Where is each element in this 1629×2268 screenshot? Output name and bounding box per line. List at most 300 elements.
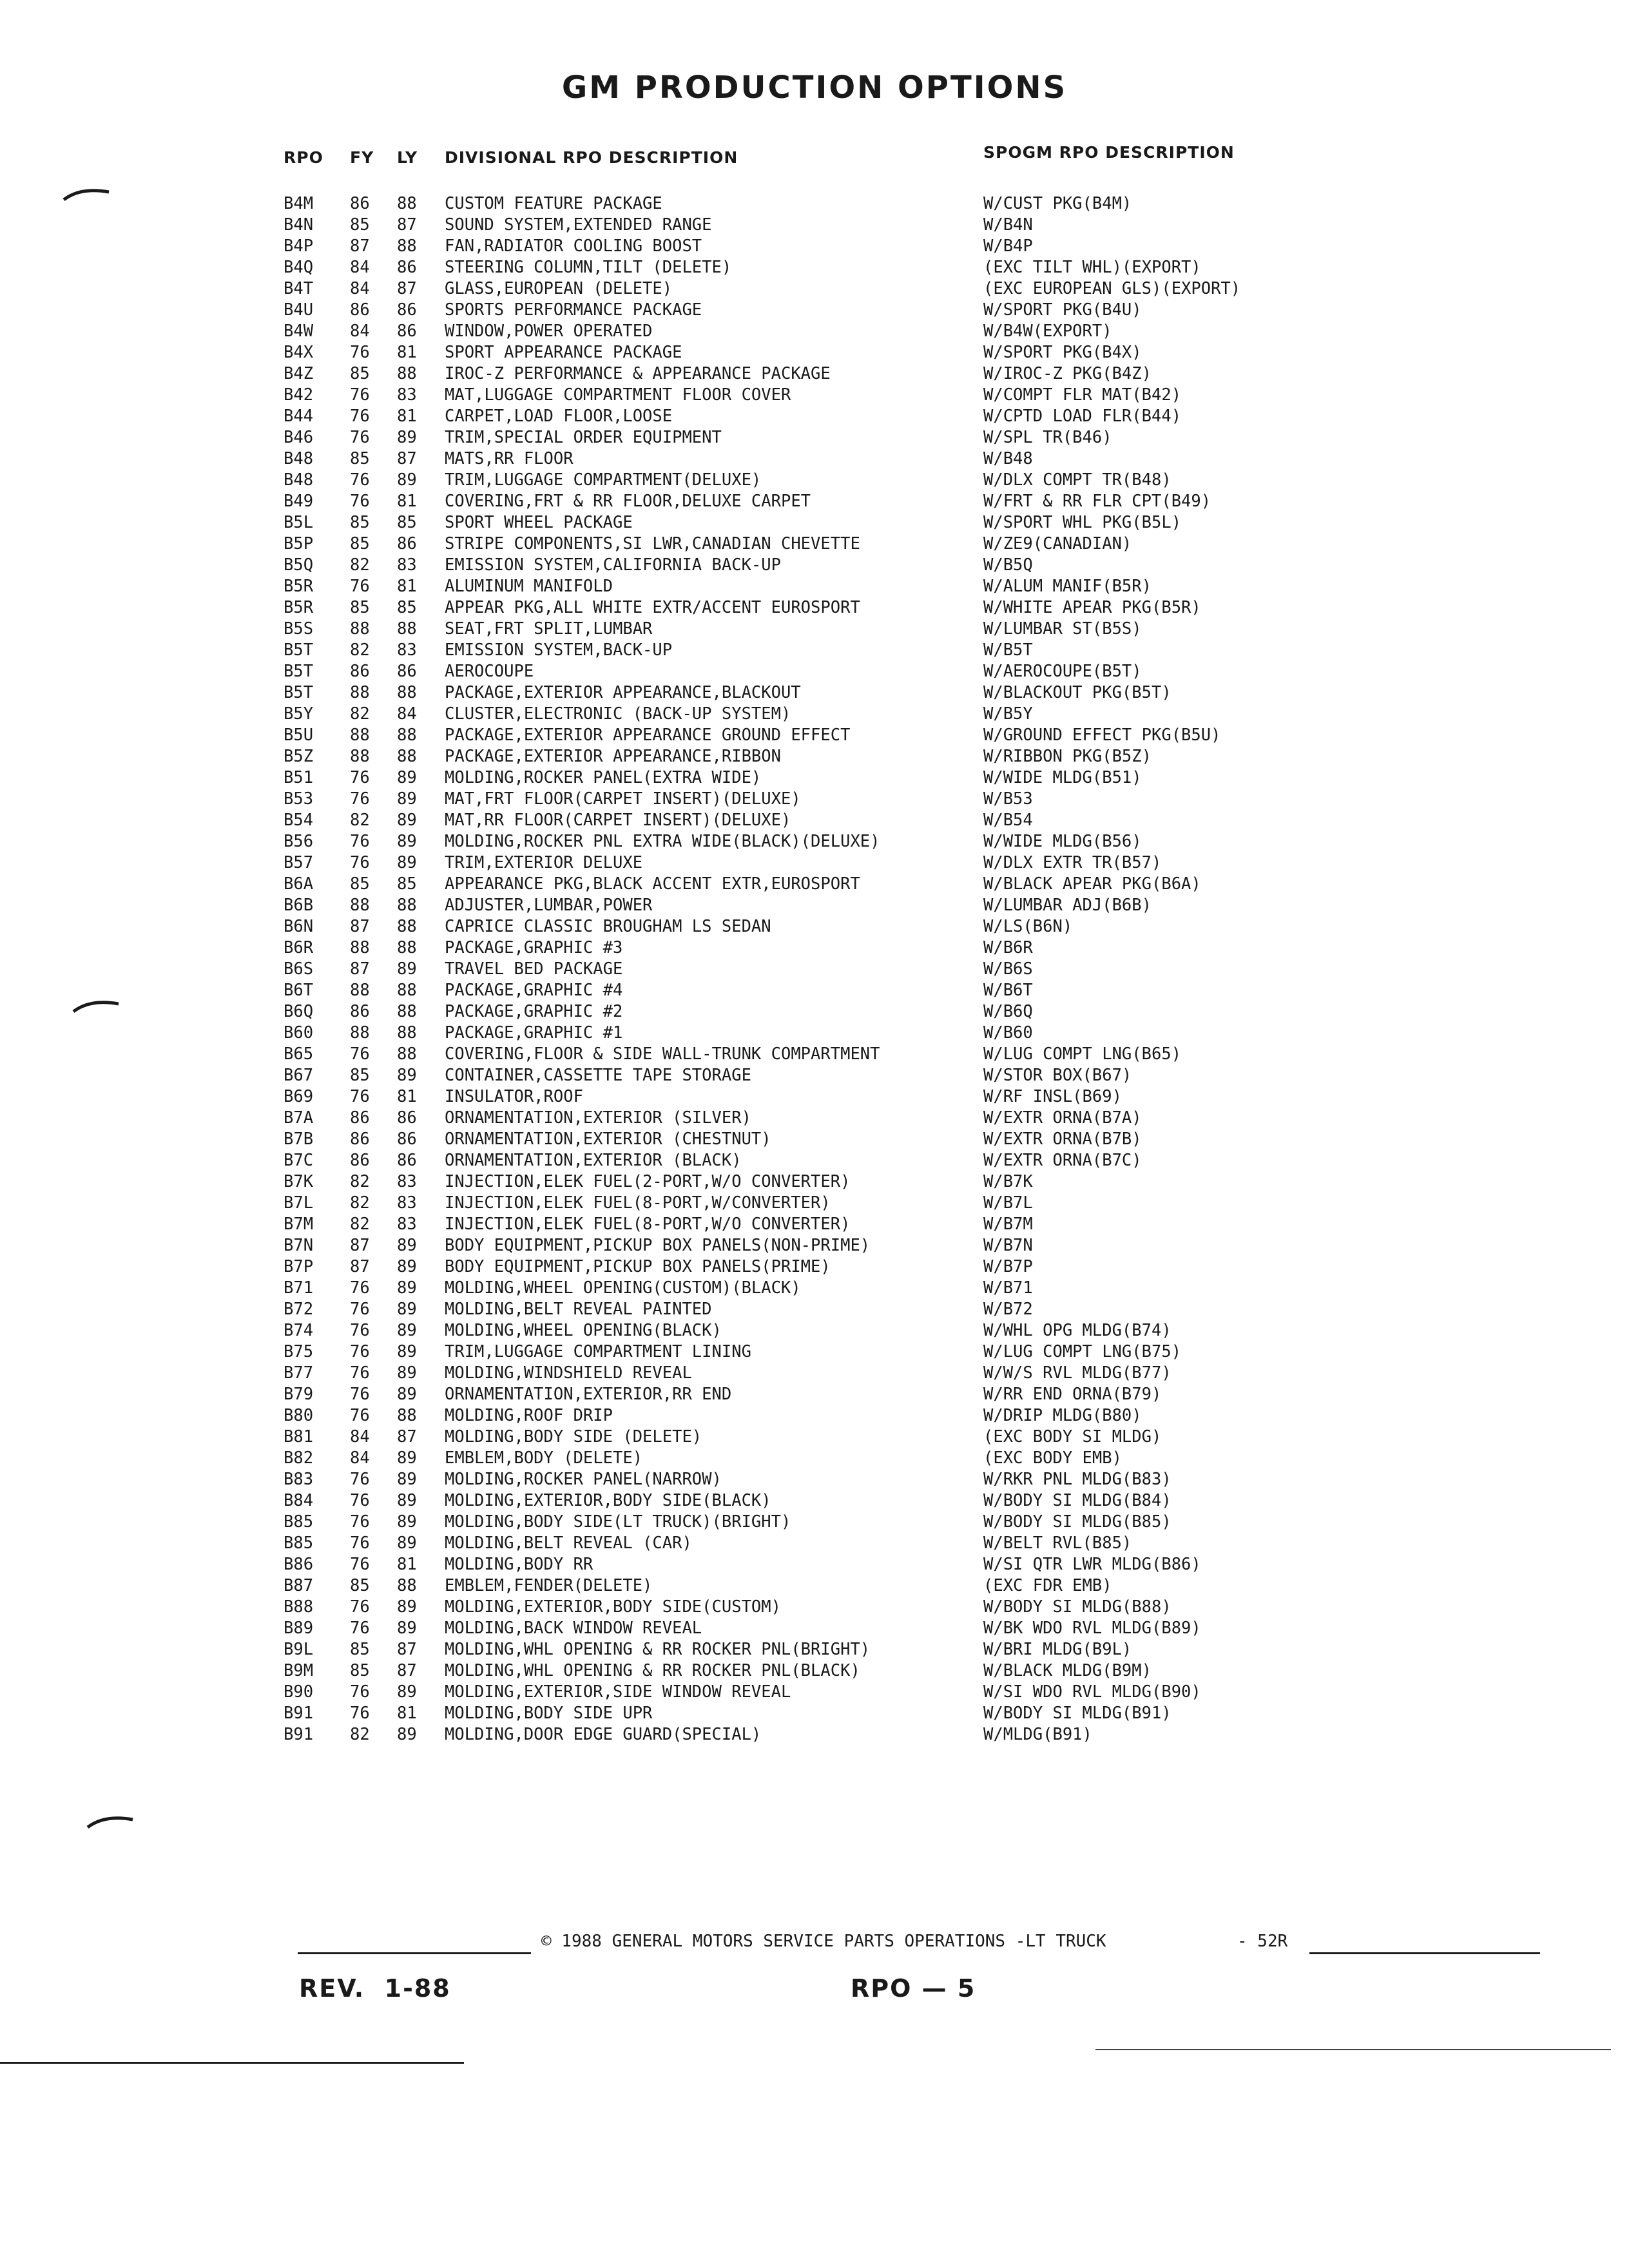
rpo-code: B88 [284,1597,314,1617]
last-year: 87 [397,279,417,298]
table-row [0,1001,1629,1023]
last-year: 89 [397,428,417,447]
table-row [0,363,1629,385]
table-row [0,1384,1629,1405]
divisional-description: MOLDING,EXTERIOR,BODY SIDE(CUSTOM) [445,1597,781,1617]
first-year: 76 [350,1555,370,1574]
spogm-description: W/RKR PNL MLDG(B83) [983,1470,1171,1489]
first-year: 76 [350,1278,370,1298]
first-year: 87 [350,1236,370,1255]
divisional-description: BODY EQUIPMENT,PICKUP BOX PANELS(NON-PRIME) [445,1236,871,1255]
divisional-description: IROC-Z PERFORMANCE & APPEARANCE PACKAGE [445,364,831,383]
first-year: 84 [350,322,370,341]
last-year: 86 [397,1108,417,1128]
divisional-description: GLASS,EUROPEAN (DELETE) [445,279,673,298]
rpo-code: B5U [284,726,314,745]
last-year: 88 [397,1044,417,1064]
spogm-description: W/WIDE MLDG(B56) [983,832,1142,851]
last-year: 83 [397,1172,417,1191]
table-row [0,1108,1629,1129]
table-row [0,1214,1629,1235]
rpo-code: B4X [284,343,314,362]
first-year: 82 [350,811,370,830]
punch-hole-mark-top [61,180,113,206]
first-year: 76 [350,832,370,851]
table-row [0,704,1629,725]
spogm-description: W/B71 [983,1278,1033,1298]
table-row [0,916,1629,937]
table-row [0,215,1629,236]
rpo-code: B7B [284,1129,314,1149]
first-year: 85 [350,1640,370,1659]
spogm-description: W/BODY SI MLDG(B88) [983,1597,1171,1617]
first-year: 84 [350,1448,370,1468]
divisional-description: MOLDING,ROCKER PANEL(NARROW) [445,1470,722,1489]
spogm-description: W/STOR BOX(B67) [983,1066,1132,1085]
spogm-description: W/B6Q [983,1002,1033,1021]
divisional-description: INJECTION,ELEK FUEL(2-PORT,W/O CONVERTER) [445,1172,851,1191]
last-year: 88 [397,896,417,915]
bottom-rule-right [1095,2049,1611,2050]
divisional-description: MOLDING,BODY SIDE UPR [445,1704,653,1723]
first-year: 86 [350,1002,370,1021]
rpo-code: B5T [284,640,314,660]
last-year: 89 [397,959,417,979]
divisional-description: MOLDING,BELT REVEAL (CAR) [445,1533,692,1553]
rpo-code: B4Z [284,364,314,383]
last-year: 85 [397,874,417,894]
spogm-description: W/SPORT PKG(B4X) [983,343,1142,362]
spogm-description: W/B5T [983,640,1033,660]
spogm-description: W/FRT & RR FLR CPT(B49) [983,492,1211,511]
last-year: 89 [397,1300,417,1319]
table-row [0,1171,1629,1193]
last-year: 88 [397,747,417,766]
spogm-description: W/BLACKOUT PKG(B5T) [983,683,1171,702]
rpo-code: B4M [284,194,314,213]
first-year: 76 [350,1044,370,1064]
rpo-code: B82 [284,1448,314,1468]
table-row [0,300,1629,321]
spogm-description: W/LUG COMPT LNG(B75) [983,1342,1182,1361]
punch-hole-mark-middle [71,992,122,1018]
rpo-code: B65 [284,1044,314,1064]
first-year: 85 [350,534,370,553]
rpo-code: B5P [284,534,314,553]
first-year: 82 [350,1172,370,1191]
last-year: 81 [397,1704,417,1723]
spogm-description: W/LUMBAR ADJ(B6B) [983,896,1152,915]
divisional-description: MAT,LUGGAGE COMPARTMENT FLOOR COVER [445,385,791,405]
rpo-code: B7A [284,1108,314,1128]
last-year: 89 [397,1512,417,1532]
first-year: 88 [350,619,370,639]
divisional-description: PACKAGE,GRAPHIC #1 [445,1023,623,1043]
spogm-description: W/RF INSL(B69) [983,1087,1122,1106]
first-year: 88 [350,747,370,766]
table-row [0,789,1629,810]
spogm-description: W/BRI MLDG(B9L) [983,1640,1132,1659]
rpo-code: B77 [284,1363,314,1383]
last-year: 81 [397,492,417,511]
spogm-description: W/B53 [983,789,1033,809]
table-row [0,1533,1629,1554]
rpo-code: B7L [284,1193,314,1213]
last-year: 89 [397,1448,417,1468]
rpo-code: B4U [284,300,314,320]
table-row [0,852,1629,874]
last-year: 89 [397,1236,417,1255]
divisional-description: EMISSION SYSTEM,CALIFORNIA BACK-UP [445,555,781,575]
divisional-description: MOLDING,WHL OPENING & RR ROCKER PNL(BRIGHT) [445,1640,871,1659]
rpo-code: B72 [284,1300,314,1319]
divisional-description: SEAT,FRT SPLIT,LUMBAR [445,619,653,639]
divisional-description: CLUSTER,ELECTRONIC (BACK-UP SYSTEM) [445,704,791,724]
last-year: 83 [397,1215,417,1234]
spogm-description: W/ZE9(CANADIAN) [983,534,1132,553]
first-year: 82 [350,1193,370,1213]
spogm-description: W/DLX COMPT TR(B48) [983,470,1171,490]
last-year: 86 [397,662,417,681]
table-row [0,1235,1629,1256]
spogm-description: W/GROUND EFFECT PKG(B5U) [983,726,1221,745]
first-year: 86 [350,662,370,681]
spogm-description: W/AEROCOUPE(B5T) [983,662,1142,681]
last-year: 88 [397,619,417,639]
last-year: 86 [397,534,417,553]
last-year: 86 [397,258,417,277]
spogm-description: W/SPL TR(B46) [983,428,1112,447]
table-row [0,533,1629,555]
spogm-description: W/DLX EXTR TR(B57) [983,853,1162,872]
spogm-description: W/BODY SI MLDG(B91) [983,1704,1171,1723]
first-year: 86 [350,1151,370,1170]
last-year: 81 [397,1087,417,1106]
table-row [0,1023,1629,1044]
first-year: 88 [350,683,370,702]
spogm-description: W/EXTR ORNA(B7A) [983,1108,1142,1128]
rpo-code: B5R [284,598,314,617]
divisional-description: ORNAMENTATION,EXTERIOR (BLACK) [445,1151,742,1170]
rpo-code: B57 [284,853,314,872]
last-year: 89 [397,1385,417,1404]
last-year: 85 [397,598,417,617]
spogm-description: W/B7L [983,1193,1033,1213]
last-year: 87 [397,449,417,468]
divisional-description: ADJUSTER,LUMBAR,POWER [445,896,653,915]
divisional-description: MATS,RR FLOOR [445,449,574,468]
first-year: 86 [350,194,370,213]
spogm-description: W/LUG COMPT LNG(B65) [983,1044,1182,1064]
first-year: 85 [350,513,370,532]
first-year: 76 [350,407,370,426]
footer-rule-left [298,1952,531,1954]
first-year: 76 [350,1406,370,1425]
rpo-code: B91 [284,1704,314,1723]
first-year: 87 [350,1257,370,1276]
first-year: 85 [350,598,370,617]
spogm-description: W/W/S RVL MLDG(B77) [983,1363,1171,1383]
spogm-description: W/ALUM MANIF(B5R) [983,577,1152,596]
table-row [0,1193,1629,1214]
first-year: 87 [350,236,370,256]
table-row [0,406,1629,427]
table-row [0,1427,1629,1448]
last-year: 88 [397,1002,417,1021]
first-year: 76 [350,789,370,809]
rpo-code: B90 [284,1682,314,1702]
last-year: 87 [397,1640,417,1659]
first-year: 76 [350,1682,370,1702]
rpo-code: B75 [284,1342,314,1361]
spogm-description: W/BK WDO RVL MLDG(B89) [983,1619,1201,1638]
last-year: 81 [397,407,417,426]
rpo-code: B60 [284,1023,314,1043]
divisional-description: MOLDING,DOOR EDGE GUARD(SPECIAL) [445,1725,762,1744]
last-year: 88 [397,1023,417,1043]
table-row [0,1469,1629,1490]
footer-page-code: - 52R [1237,1932,1288,1951]
options-table [0,193,1629,1745]
rpo-code: B7N [284,1236,314,1255]
divisional-description: PACKAGE,EXTERIOR APPEARANCE,RIBBON [445,747,781,766]
last-year: 89 [397,811,417,830]
spogm-description: W/B7P [983,1257,1033,1276]
rpo-code: B5R [284,577,314,596]
divisional-description: MOLDING,EXTERIOR,SIDE WINDOW REVEAL [445,1682,791,1702]
table-row [0,1618,1629,1639]
divisional-description: FAN,RADIATOR COOLING BOOST [445,236,702,256]
last-year: 89 [397,1342,417,1361]
spogm-description: (EXC BODY EMB) [983,1448,1122,1468]
page-title: GM PRODUCTION OPTIONS [561,70,1068,106]
spogm-description: W/B54 [983,811,1033,830]
footer-rule-right [1309,1952,1540,1954]
last-year: 89 [397,1470,417,1489]
rpo-code: B74 [284,1321,314,1340]
divisional-description: MOLDING,BODY SIDE (DELETE) [445,1427,702,1446]
table-row [0,321,1629,342]
spogm-description: W/SI QTR LWR MLDG(B86) [983,1555,1201,1574]
rpo-code: B7K [284,1172,314,1191]
last-year: 89 [397,1682,417,1702]
divisional-description: PACKAGE,EXTERIOR APPEARANCE GROUND EFFECT [445,726,851,745]
last-year: 83 [397,385,417,405]
rpo-code: B5Q [284,555,314,575]
first-year: 76 [350,577,370,596]
first-year: 76 [350,1087,370,1106]
first-year: 76 [350,1619,370,1638]
spogm-description: W/EXTR ORNA(B7C) [983,1151,1142,1170]
rpo-code: B7C [284,1151,314,1170]
last-year: 89 [397,1725,417,1744]
first-year: 85 [350,1661,370,1680]
first-year: 76 [350,492,370,511]
last-year: 81 [397,343,417,362]
table-row [0,831,1629,852]
rpo-code: B5Z [284,747,314,766]
divisional-description: SOUND SYSTEM,EXTENDED RANGE [445,215,712,235]
last-year: 88 [397,683,417,702]
table-row [0,980,1629,1001]
last-year: 89 [397,1491,417,1510]
first-year: 86 [350,300,370,320]
table-row [0,1299,1629,1320]
last-year: 89 [397,1066,417,1085]
first-year: 76 [350,1363,370,1383]
table-row [0,512,1629,533]
last-year: 88 [397,194,417,213]
first-year: 88 [350,896,370,915]
spogm-description: (EXC EUROPEAN GLS)(EXPORT) [983,279,1241,298]
table-row [0,725,1629,746]
spogm-description: W/BLACK MLDG(B9M) [983,1661,1152,1680]
divisional-description: ORNAMENTATION,EXTERIOR (SILVER) [445,1108,751,1128]
last-year: 88 [397,938,417,957]
rpo-code: B7M [284,1215,314,1234]
divisional-description: MAT,RR FLOOR(CARPET INSERT)(DELUXE) [445,811,791,830]
table-row [0,619,1629,640]
rpo-code: B6T [284,981,314,1000]
first-year: 76 [350,1597,370,1617]
last-year: 88 [397,726,417,745]
rpo-code: B5Y [284,704,314,724]
rpo-code: B5S [284,619,314,639]
first-year: 85 [350,215,370,235]
spogm-description: W/WHL OPG MLDG(B74) [983,1321,1171,1340]
first-year: 76 [350,385,370,405]
rpo-code: B6Q [284,1002,314,1021]
rpo-code: B56 [284,832,314,851]
first-year: 76 [350,1512,370,1532]
table-row [0,193,1629,215]
divisional-description: MOLDING,BELT REVEAL PAINTED [445,1300,712,1319]
divisional-description: BODY EQUIPMENT,PICKUP BOX PANELS(PRIME) [445,1257,831,1276]
first-year: 85 [350,449,370,468]
spogm-description: W/B60 [983,1023,1033,1043]
last-year: 86 [397,1151,417,1170]
divisional-description: MOLDING,WINDSHIELD REVEAL [445,1363,692,1383]
first-year: 76 [350,1533,370,1553]
divisional-description: STEERING COLUMN,TILT (DELETE) [445,258,732,277]
rpo-code: B4Q [284,258,314,277]
spogm-description: W/CPTD LOAD FLR(B44) [983,407,1182,426]
divisional-description: MOLDING,ROCKER PNL EXTRA WIDE(BLACK)(DELUXE) [445,832,880,851]
spogm-description: W/DRIP MLDG(B80) [983,1406,1142,1425]
rpo-code: B9L [284,1640,314,1659]
divisional-description: COVERING,FRT & RR FLOOR,DELUXE CARPET [445,492,811,511]
rpo-code: B53 [284,789,314,809]
table-row [0,1065,1629,1086]
header-spogm: SPOGM RPO DESCRIPTION [983,143,1235,162]
rpo-code: B48 [284,470,314,490]
divisional-description: EMBLEM,FENDER(DELETE) [445,1576,653,1595]
rpo-code: B44 [284,407,314,426]
divisional-description: CAPRICE CLASSIC BROUGHAM LS SEDAN [445,917,771,936]
divisional-description: MOLDING,BODY SIDE(LT TRUCK)(BRIGHT) [445,1512,791,1532]
spogm-description: W/B7K [983,1172,1033,1191]
rpo-code: B81 [284,1427,314,1446]
divisional-description: TRIM,EXTERIOR DELUXE [445,853,643,872]
rpo-code: B5T [284,683,314,702]
divisional-description: INSULATOR,ROOF [445,1087,583,1106]
spogm-description: W/BELT RVL(B85) [983,1533,1132,1553]
last-year: 89 [397,1597,417,1617]
spogm-description: W/B5Q [983,555,1033,575]
first-year: 76 [350,1321,370,1340]
divisional-description: CARPET,LOAD FLOOR,LOOSE [445,407,673,426]
last-year: 83 [397,640,417,660]
first-year: 76 [350,768,370,787]
divisional-description: MOLDING,EXTERIOR,BODY SIDE(BLACK) [445,1491,771,1510]
table-row [0,1363,1629,1384]
spogm-description: (EXC FDR EMB) [983,1576,1112,1595]
footer-section: RPO — 5 [851,1974,976,2003]
rpo-code: B6S [284,959,314,979]
first-year: 76 [350,853,370,872]
last-year: 89 [397,1257,417,1276]
divisional-description: SPORT WHEEL PACKAGE [445,513,633,532]
first-year: 84 [350,258,370,277]
first-year: 84 [350,1427,370,1446]
footer-copyright: © 1988 GENERAL MOTORS SERVICE PARTS OPERATIONS -LT TRUCK [541,1932,1106,1951]
divisional-description: TRIM,LUGGAGE COMPARTMENT(DELUXE) [445,470,762,490]
first-year: 76 [350,1470,370,1489]
divisional-description: SPORT APPEARANCE PACKAGE [445,343,682,362]
spogm-description: W/BODY SI MLDG(B85) [983,1512,1171,1532]
table-row [0,1597,1629,1618]
divisional-description: TRIM,SPECIAL ORDER EQUIPMENT [445,428,722,447]
spogm-description: W/BLACK APEAR PKG(B6A) [983,874,1201,894]
first-year: 82 [350,1725,370,1744]
divisional-description: PACKAGE,GRAPHIC #2 [445,1002,623,1021]
spogm-description: W/B5Y [983,704,1033,724]
spogm-description: W/WIDE MLDG(B51) [983,768,1142,787]
rpo-code: B83 [284,1470,314,1489]
divisional-description: WINDOW,POWER OPERATED [445,322,653,341]
punch-hole-mark-bottom [85,1808,137,1834]
table-row [0,661,1629,682]
table-row [0,959,1629,980]
first-year: 88 [350,938,370,957]
rpo-code: B54 [284,811,314,830]
last-year: 89 [397,1363,417,1383]
last-year: 88 [397,1406,417,1425]
divisional-description: MOLDING,ROOF DRIP [445,1406,613,1425]
divisional-description: AEROCOUPE [445,662,534,681]
rpo-code: B85 [284,1533,314,1553]
divisional-description: COVERING,FLOOR & SIDE WALL-TRUNK COMPARTMENT [445,1044,880,1064]
rpo-code: B6A [284,874,314,894]
spogm-description: (EXC BODY SI MLDG) [983,1427,1162,1446]
spogm-description: W/B4P [983,236,1033,256]
table-row [0,1512,1629,1533]
first-year: 76 [350,343,370,362]
last-year: 88 [397,981,417,1000]
rpo-code: B9M [284,1661,314,1680]
divisional-description: MAT,FRT FLOOR(CARPET INSERT)(DELUXE) [445,789,801,809]
table-row [0,1724,1629,1745]
spogm-description: W/B4N [983,215,1033,235]
spogm-description: W/MLDG(B91) [983,1725,1092,1744]
header-description: DIVISIONAL RPO DESCRIPTION [445,148,738,167]
first-year: 82 [350,640,370,660]
rpo-code: B4W [284,322,314,341]
spogm-description: W/BODY SI MLDG(B84) [983,1491,1171,1510]
spogm-description: W/B48 [983,449,1033,468]
table-row [0,342,1629,363]
last-year: 86 [397,300,417,320]
